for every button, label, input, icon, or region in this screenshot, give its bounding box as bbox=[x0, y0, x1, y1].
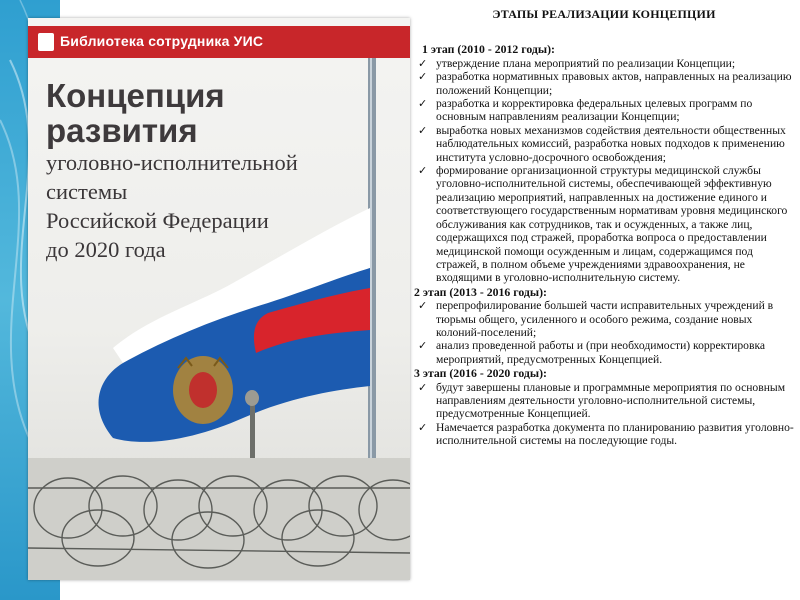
cover-title-line: Концепция bbox=[46, 77, 225, 114]
book-logo-icon bbox=[38, 33, 54, 51]
list-item-text: утверждение плана мероприятий по реализации Концепции; bbox=[436, 56, 736, 70]
list-item bbox=[414, 339, 794, 366]
check-mark-icon: ✓ bbox=[418, 420, 428, 434]
page-title: ЭТАПЫ РЕАЛИЗАЦИИ КОНЦЕПЦИИ bbox=[492, 7, 716, 21]
list-item bbox=[414, 97, 794, 124]
stage-title: 3 этап (2016 - 2020 годы): bbox=[414, 366, 547, 381]
list-item-text: анализ проведенной работы и (при необходимости) корректировка мероприятий, предусмотренных Концепцией. bbox=[436, 339, 766, 366]
stage-title: 1 этап (2010 - 2012 годы): bbox=[422, 42, 555, 57]
check-mark-icon: ✓ bbox=[418, 299, 428, 313]
check-mark-icon: ✓ bbox=[418, 97, 428, 111]
list-item bbox=[414, 124, 794, 164]
check-mark-icon: ✓ bbox=[418, 164, 428, 178]
cover-subtitle-line: до 2020 года bbox=[46, 237, 166, 262]
stages-text bbox=[414, 4, 794, 449]
cover-series-label: Библиотека сотрудника УИС bbox=[60, 33, 264, 49]
cover-series-bar bbox=[28, 26, 410, 58]
list-item-text: разработка нормативных правовых актов, направленных на реализацию положений Концепции; bbox=[436, 70, 792, 97]
cover-subtitle-line: уголовно-исполнительной bbox=[46, 150, 298, 175]
check-mark-icon: ✓ bbox=[418, 380, 428, 394]
list-item bbox=[414, 299, 794, 339]
list-item bbox=[414, 421, 794, 448]
check-mark-icon: ✓ bbox=[418, 339, 428, 353]
list-item bbox=[414, 70, 794, 97]
book-cover-photo bbox=[28, 18, 410, 580]
check-mark-icon: ✓ bbox=[418, 56, 428, 70]
cover-title bbox=[46, 78, 386, 264]
list-item-text: формирование организационной структуры медицинской службы уголовно-исполнительной системы, обеспечивающей эффективную реализацию мероприятий, направленных на достижение единого и соответствующего государственным нормативам уровня медицинского обслуживания как сотрудников, так и осужденных, а также лиц, содержащихся под стражей, проработка вопроса о предоставлении медицинской помощи осужденным и лицам, содержащимся под стражей, в полном объеме учреждениями здравоохранения, не входящими в уголовно-исполнительную систему. bbox=[436, 164, 788, 285]
list-item-text: выработка новых механизмов содействия деятельности общественных наблюдательных комиссий, разработка новых подходов к применению института условно-досрочного освобождения; bbox=[436, 123, 786, 164]
list-item bbox=[414, 57, 794, 70]
list-item-text: разработка и корректировка федеральных целевых программ по основным направлениям реализации Концепции; bbox=[436, 97, 753, 124]
check-mark-icon: ✓ bbox=[418, 123, 428, 137]
list-item bbox=[414, 164, 794, 285]
check-mark-icon: ✓ bbox=[418, 70, 428, 84]
list-item bbox=[414, 381, 794, 421]
stage-item-list bbox=[414, 299, 794, 366]
cover-title-line: развития bbox=[46, 112, 198, 149]
stage-item-list bbox=[414, 57, 794, 285]
list-item-text: Намечается разработка документа по планированию развития уголовно-исполнительной системы на последующие годы. bbox=[436, 420, 794, 448]
prison-wall bbox=[28, 458, 410, 580]
double-headed-eagle-emblem bbox=[173, 356, 233, 424]
stage-item-list bbox=[414, 381, 794, 448]
cover-subtitle-line: системы bbox=[46, 179, 128, 204]
cover-subtitle-line: Российской Федерации bbox=[46, 208, 269, 233]
list-item-text: будут завершены плановые и программные мероприятия по основным направлениям деятельности уголовно-исполнительной системы, предусмотренные Концепцией. bbox=[436, 380, 786, 421]
stage-title: 2 этап (2013 - 2016 годы): bbox=[414, 284, 547, 299]
list-item-text: перепрофилирование большей части исправительных учреждений в тюрьмы общего, усиленного и особого режима, создание новых колоний-поселений; bbox=[436, 299, 774, 339]
